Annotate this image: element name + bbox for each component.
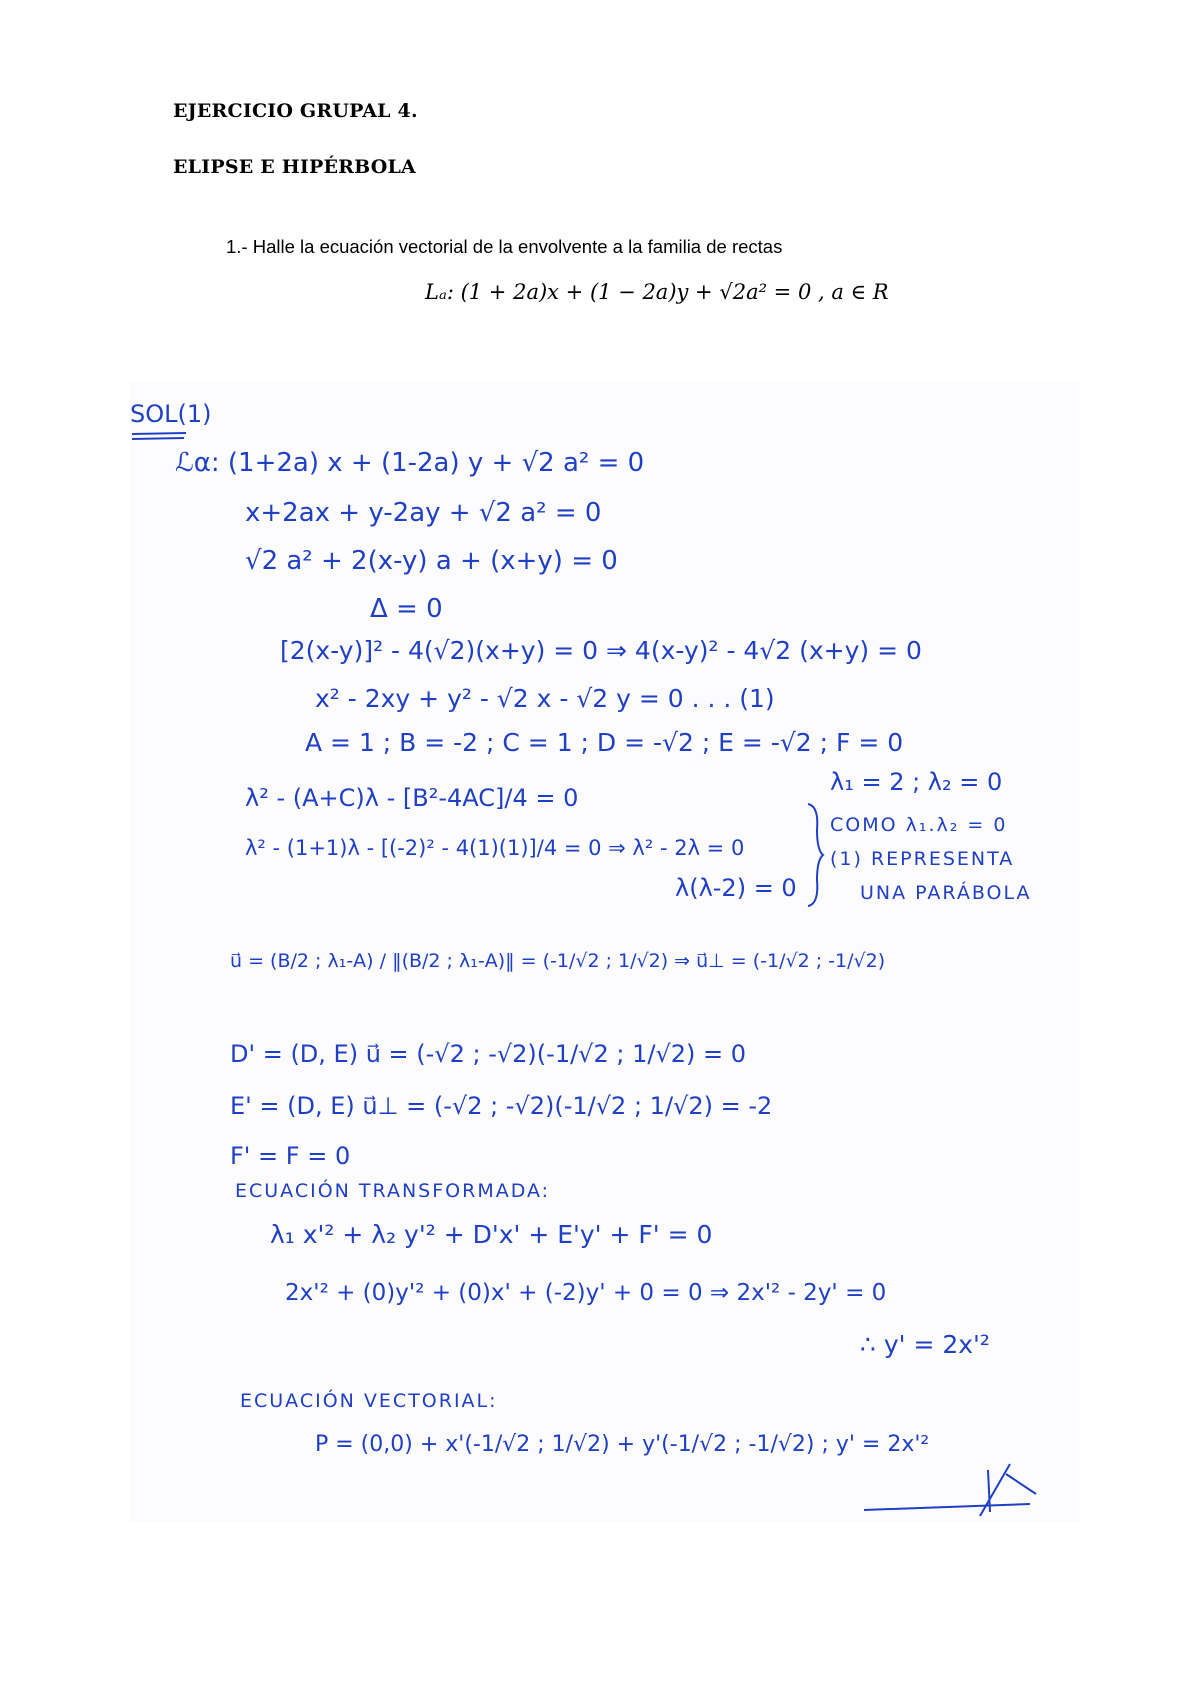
solution-line-22: ∴ y' = 2x'²	[860, 1330, 990, 1359]
solution-label-underline	[130, 430, 190, 442]
solution-line-19: ECUACIÓN TRANSFORMADA:	[235, 1180, 551, 1202]
solution-line-23: ECUACIÓN VECTORIAL:	[240, 1390, 498, 1412]
solution-line-21: 2x'² + (0)y'² + (0)x' + (-2)y' + 0 = 0 ⇒ 2x'² - 2y' = 0	[285, 1280, 887, 1306]
solution-line-17: E' = (D, E) u⃗⊥ = (-√2 ; -√2)(-1/√2 ; 1/√2) = -2	[230, 1092, 773, 1120]
problem-formula: Lₐ: (1 + 2a)x + (1 − 2a)y + √2a² = 0 , a ∈ R	[425, 280, 889, 304]
solution-line-2: x+2ax + y-2ay + √2 a² = 0	[245, 498, 602, 528]
solution-line-1: ℒα: (1+2a) x + (1-2a) y + √2 a² = 0	[175, 448, 645, 478]
solution-line-20: λ₁ x'² + λ₂ y'² + D'x' + E'y' + F' = 0	[270, 1220, 713, 1249]
solution-label: SOL(1)	[130, 400, 212, 428]
solution-line-13: (1) REPRESENTA	[830, 848, 1015, 870]
solution-line-3: √2 a² + 2(x-y) a + (x+y) = 0	[245, 546, 618, 576]
document-subtitle: ELIPSE E HIPÉRBOLA	[173, 156, 416, 178]
solution-line-10: COMO λ₁.λ₂ = 0	[830, 814, 1008, 836]
solution-line-8: λ₁ = 2 ; λ₂ = 0	[830, 768, 1003, 796]
signature-mark	[860, 1460, 1050, 1520]
solution-line-4: Δ = 0	[370, 594, 443, 624]
solution-line-5: [2(x-y)]² - 4(√2)(x+y) = 0 ⇒ 4(x-y)² - 4√2 (x+y) = 0	[280, 636, 922, 665]
solution-line-6: x² - 2xy + y² - √2 x - √2 y = 0 . . . (1)	[315, 684, 775, 713]
brace	[805, 800, 825, 910]
document-title: EJERCICIO GRUPAL 4.	[173, 100, 418, 122]
handwritten-solution-scan	[130, 380, 1080, 1522]
solution-line-24: P = (0,0) + x'(-1/√2 ; 1/√2) + y'(-1/√2 ; -1/√2) ; y' = 2x'²	[315, 1432, 930, 1457]
solution-line-16: D' = (D, E) u⃗ = (-√2 ; -√2)(-1/√2 ; 1/√2) = 0	[230, 1040, 746, 1068]
solution-line-15: u⃗ = (B/2 ; λ₁-A) / ‖(B/2 ; λ₁-A)‖ = (-1/√2 ; 1/√2) ⇒ u⃗⊥ = (-1/√2 ; -1/√2)	[230, 950, 886, 972]
solution-line-18: F' = F = 0	[230, 1142, 351, 1170]
solution-line-7: A = 1 ; B = -2 ; C = 1 ; D = -√2 ; E = -√2 ; F = 0	[305, 728, 904, 757]
solution-line-9: λ² - (A+C)λ - [B²-4AC]/4 = 0	[245, 784, 579, 812]
solution-line-11: λ² - (1+1)λ - [(-2)² - 4(1)(1)]/4 = 0 ⇒ λ² - 2λ = 0	[245, 836, 745, 860]
solution-line-14: UNA PARÁBOLA	[860, 882, 1032, 904]
solution-line-12: λ(λ-2) = 0	[675, 874, 797, 902]
problem-statement: 1.- Halle la ecuación vectorial de la envolvente a la familia de rectas	[226, 236, 783, 257]
